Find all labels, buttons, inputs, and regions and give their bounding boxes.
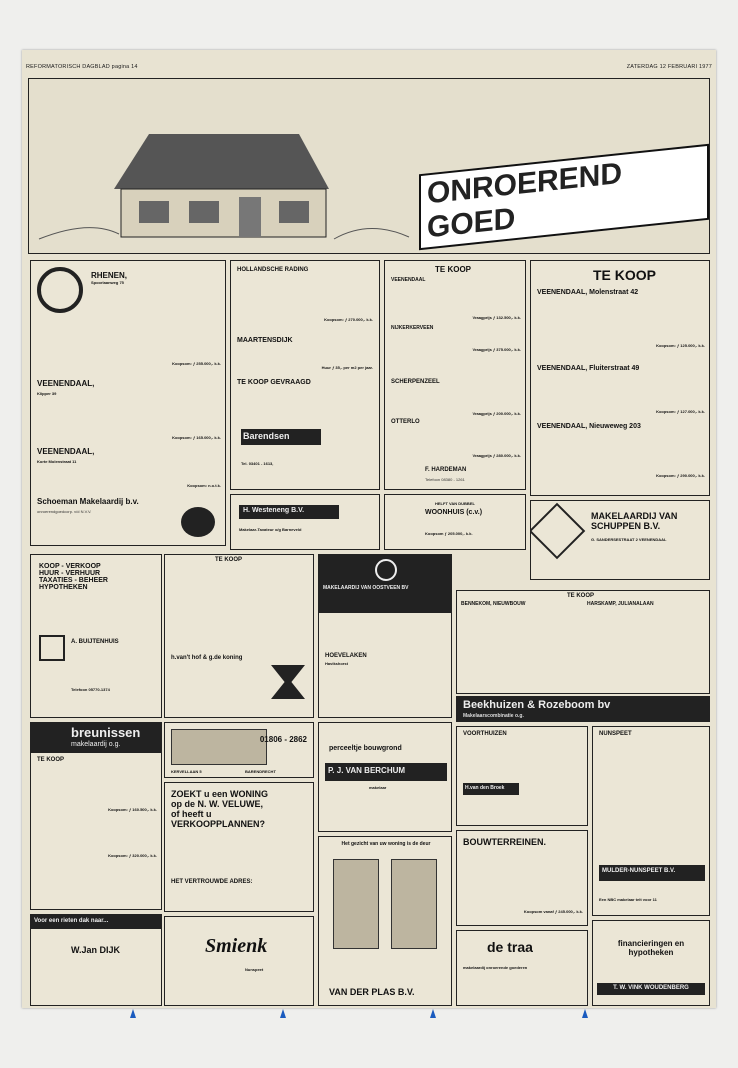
door-photo-right (391, 859, 437, 949)
nunspeet-title: NUNSPEET (599, 731, 632, 737)
berchum-title: perceeltje bouwgrond (329, 745, 402, 752)
beekhuizen-sub: Makelaarscombinatie o.g. (463, 713, 524, 719)
zoekt-line-1: ZOEKT u een WONING (171, 789, 269, 799)
voorthuizen-big: WOONHUIS (c.v.) (425, 509, 483, 516)
line-taxaties: TAXATIES - BEHEER (39, 577, 108, 584)
nunspeet-name: MULDER-NUNSPEET B.V. (599, 865, 705, 881)
hollandsche-price: Koopsom: ƒ 270.000,- k.k. (324, 317, 373, 322)
ad-bennekom-harskamp (456, 590, 710, 694)
beekhuizen-name: Beekhuizen & Rozeboom bv (463, 699, 611, 711)
bennekom-title: BENNEKOM, NIEUWBOUW (461, 601, 526, 607)
hardeman-name: F. HARDEMAN (425, 467, 467, 473)
schuppen-sub: G. SANDERSESTRAAT 2 VEENENDAAL (591, 537, 667, 542)
ad-smienk (164, 916, 314, 1006)
ad-nunspeet (592, 726, 710, 916)
ad-kervel (164, 722, 314, 778)
barendsen-phone: Tel. 03401 - 1613, (241, 461, 274, 466)
oostveen-logo-icon (375, 559, 397, 581)
ad-bouwterreinen (456, 830, 588, 926)
ad-beekhuizen (456, 696, 710, 722)
barendsen-logo: Barendsen (241, 429, 321, 445)
westeneng-name: H. Westeneng B.V. (239, 505, 339, 519)
breunissen-header (31, 723, 162, 753)
truck-photo (171, 729, 267, 765)
oostveen-header (319, 555, 452, 613)
dijk-name: W.Jan DIJK (71, 945, 121, 955)
molenstraat-title: VEENENDAAL, Molenstraat 42 (537, 289, 639, 296)
zoekt-line-3: of heeft u (171, 809, 212, 819)
westeneng-sub: Makelaar-Taxateur o/g Barneveld (239, 527, 302, 532)
gezicht-name: VAN DER PLAS B.V. (329, 987, 415, 997)
arrow-marker-icon (582, 1009, 588, 1018)
tekoop-c2-title: TE KOOP (215, 557, 243, 563)
ad-tekoop-c2 (164, 554, 314, 718)
kervel-addr: KERVELLAAN 5 (171, 769, 202, 774)
ad-gezicht (318, 836, 452, 1006)
zoekt-vast: HET VERTROUWDE ADRES: (171, 879, 253, 885)
ad-westeneng (230, 494, 380, 550)
detraa-name: de traa (487, 939, 533, 955)
ab-logo-icon (39, 635, 65, 661)
schoeman-name: Schoeman Makelaardij b.v. (37, 497, 139, 506)
smienk-name: Smienk (205, 935, 268, 957)
otterlo-price: Vraagprijs ƒ 280.000,- k.k. (472, 453, 521, 458)
bouwterreinen-price: Koopsom vanaf ƒ 245.000,- k.k. (523, 909, 583, 914)
tekoop-mid-title: TE KOOP (435, 265, 472, 274)
schoeman-logo-icon (181, 507, 215, 537)
breunissen-name: breunissen (71, 725, 141, 740)
gevraagd-title: TE KOOP GEVRAAGD (237, 379, 311, 386)
smienk-sub: Nunspeet (245, 967, 264, 972)
ad-voorthuizen (384, 494, 526, 550)
vanthof-name: h.van't hof & g.de koning (171, 655, 243, 661)
scherpenzeel-title: SCHERPENZEEL (391, 379, 440, 385)
nijkerkerveen-title: NIJKERKERVEEN (391, 325, 434, 331)
ad-schuppen (530, 500, 710, 580)
klipper-price: Koopsom: ƒ 165.000,- k.k. (172, 435, 221, 440)
breu-price1: Koopsom: ƒ 160.500,- k.k. (108, 807, 157, 812)
kervel-phone: 01806 - 2862 (259, 735, 307, 744)
ad-buijtenhuis (30, 554, 162, 718)
ad-right-tekoop (530, 260, 710, 496)
schuppen-name: MAKELAARDIJ VAN SCHUPPEN B.V. (591, 511, 678, 531)
ad-vandenbroek (456, 726, 588, 826)
zoekt-lines (171, 789, 268, 829)
line-huur: HUUR - VERHUUR (39, 570, 101, 577)
rhenen-subtitle: Spoorlaanweg 75 (91, 280, 124, 285)
dijk-title: Voor een rieten dak naar... (31, 915, 162, 929)
vandenbroek-title: VOORTHUIZEN (463, 731, 507, 737)
rhenen-title: RHENEN, (91, 271, 128, 280)
ad-zoekt (164, 782, 314, 912)
schoeman-sub: onroerendgoedcorp. v/d N.V.V. (37, 509, 92, 514)
page-header (26, 64, 712, 74)
korte-subtitle: Korte Molenstraat 11 (37, 459, 77, 464)
door-photo-left (333, 859, 379, 949)
hoevelaken-subtitle: Havikshorst (325, 661, 348, 666)
korte-price: Koopsom: n.o.t.k. (187, 483, 221, 488)
berchum-sub: makelaar (369, 785, 387, 790)
hardeman-phone: Telefoon 08380 - 1261 (425, 477, 465, 482)
molenstraat-price: Koopsom: ƒ 125.000,- k.k. (656, 343, 705, 348)
buijtenhuis-phone: Telefoon 05770-1374 (71, 687, 110, 692)
fluiterstraat-price: Koopsom: ƒ 127.000,- k.k. (656, 409, 705, 414)
maartensdijk-title: MAARTENSDIJK (237, 337, 293, 344)
nieuweweg-title: VEENENDAAL, Nieuweweg 203 (537, 423, 641, 430)
buijtenhuis-lines (39, 563, 108, 591)
breunissen-sub: makelaardij o.g. (71, 741, 121, 748)
ad-detraa (456, 930, 588, 1006)
ot-veenendaal-price: Vraagprijs ƒ 132.500,- k.k. (472, 315, 521, 320)
otterlo-title: OTTERLO (391, 419, 420, 425)
arrow-marker-icon (130, 1009, 136, 1018)
oostveen-name: MAKELAARDIJ VAN OOSTVEEN BV (323, 585, 409, 591)
voorthuizen-price: Koopsom ƒ 205.000,- k.k. (425, 531, 473, 536)
ad-breunissen (30, 722, 162, 910)
nijkerkerveen-price: Vraagprijs ƒ 375.000,- k.k. (472, 347, 521, 352)
logo-circle-icon (37, 267, 83, 313)
vanthof-logo-icon (271, 665, 305, 699)
korte-title: VEENENDAAL, (37, 447, 95, 456)
breu-price2: Koopsom: ƒ 320.000,- k.k. (108, 853, 157, 858)
ad-hollandsche (230, 260, 380, 490)
ad-dijk (30, 914, 162, 1006)
fluiterstraat-title: VEENENDAAL, Fluiterstraat 49 (537, 365, 640, 372)
klipper-title: VEENENDAAL, (37, 379, 95, 388)
harskamp-title: HARSKAMP, JULIANALAAN (587, 601, 654, 607)
nunspeet-tag: Een NBC makelaar telt voor 11 (599, 897, 657, 902)
hollandsche-title: HOLLANDSCHE RADING (237, 267, 309, 273)
bouwterreinen-title: BOUWTERREINEN. (463, 837, 546, 847)
woudenberg-name: T. W. VINK WOUDENBERG (597, 983, 705, 995)
ad-berchum (318, 722, 452, 832)
gezicht-title: Het gezicht van uw woning is de deur (341, 841, 431, 847)
line-hypotheken: HYPOTHEKEN (39, 584, 88, 591)
bennekom-tekoop: TE KOOP (567, 593, 595, 599)
detraa-sub: makelaardij onroerende goederen (463, 965, 528, 970)
maartensdijk-price: Huur ƒ 35,- per m2 per jaar. (321, 365, 373, 370)
woudenberg-title: financieringen en hypotheken (617, 939, 685, 957)
vandenbroek-name: H.van den Broek (463, 783, 519, 795)
ot-veenendaal-title: VEENENDAAL (391, 277, 426, 283)
newspaper-page (22, 50, 716, 1008)
line-koop: KOOP - VERKOOP (39, 563, 101, 570)
ad-tekoop-mid (384, 260, 526, 490)
voorthuizen-title: HELFT VAN DUBBEL (435, 501, 475, 506)
arrow-marker-icon (280, 1009, 286, 1018)
berchum-name: P. J. VAN BERCHUM (325, 763, 447, 781)
right-tekoop-title: TE KOOP (593, 267, 657, 283)
breu-tekoop-title: TE KOOP (37, 757, 65, 763)
ad-oostveen (318, 554, 452, 718)
buijtenhuis-name: A. BUIJTENHUIS (71, 639, 119, 645)
hoevelaken-title: HOEVELAKEN (325, 653, 367, 659)
arrow-marker-icon (430, 1009, 436, 1018)
ad-woudenberg (592, 920, 710, 1006)
klipper-subtitle: Klipper 39 (37, 391, 57, 396)
nieuweweg-price: Koopsom: ƒ 290.000,- k.k. (656, 473, 705, 478)
banner (28, 78, 710, 254)
header-left: REFORMATORISCH DAGBLAD pagina 14 (26, 64, 138, 70)
zoekt-line-4: VERKOOPPLANNEN? (171, 819, 266, 829)
ad-rhenen (30, 260, 226, 546)
header-right: ZATERDAG 12 FEBRUARI 1977 (626, 64, 712, 70)
kervel-place: BARENDRECHT (245, 769, 276, 774)
schuppen-logo-icon (530, 503, 585, 560)
rhenen-price: Koopsom: ƒ 255.000,- k.k. (172, 361, 221, 366)
scherpenzeel-price: Vraagprijs ƒ 200.000,- k.k. (472, 411, 521, 416)
zoekt-line-2: op de N. W. VELUWE, (171, 799, 263, 809)
banner-title: ONROEREND GOED (419, 144, 709, 250)
